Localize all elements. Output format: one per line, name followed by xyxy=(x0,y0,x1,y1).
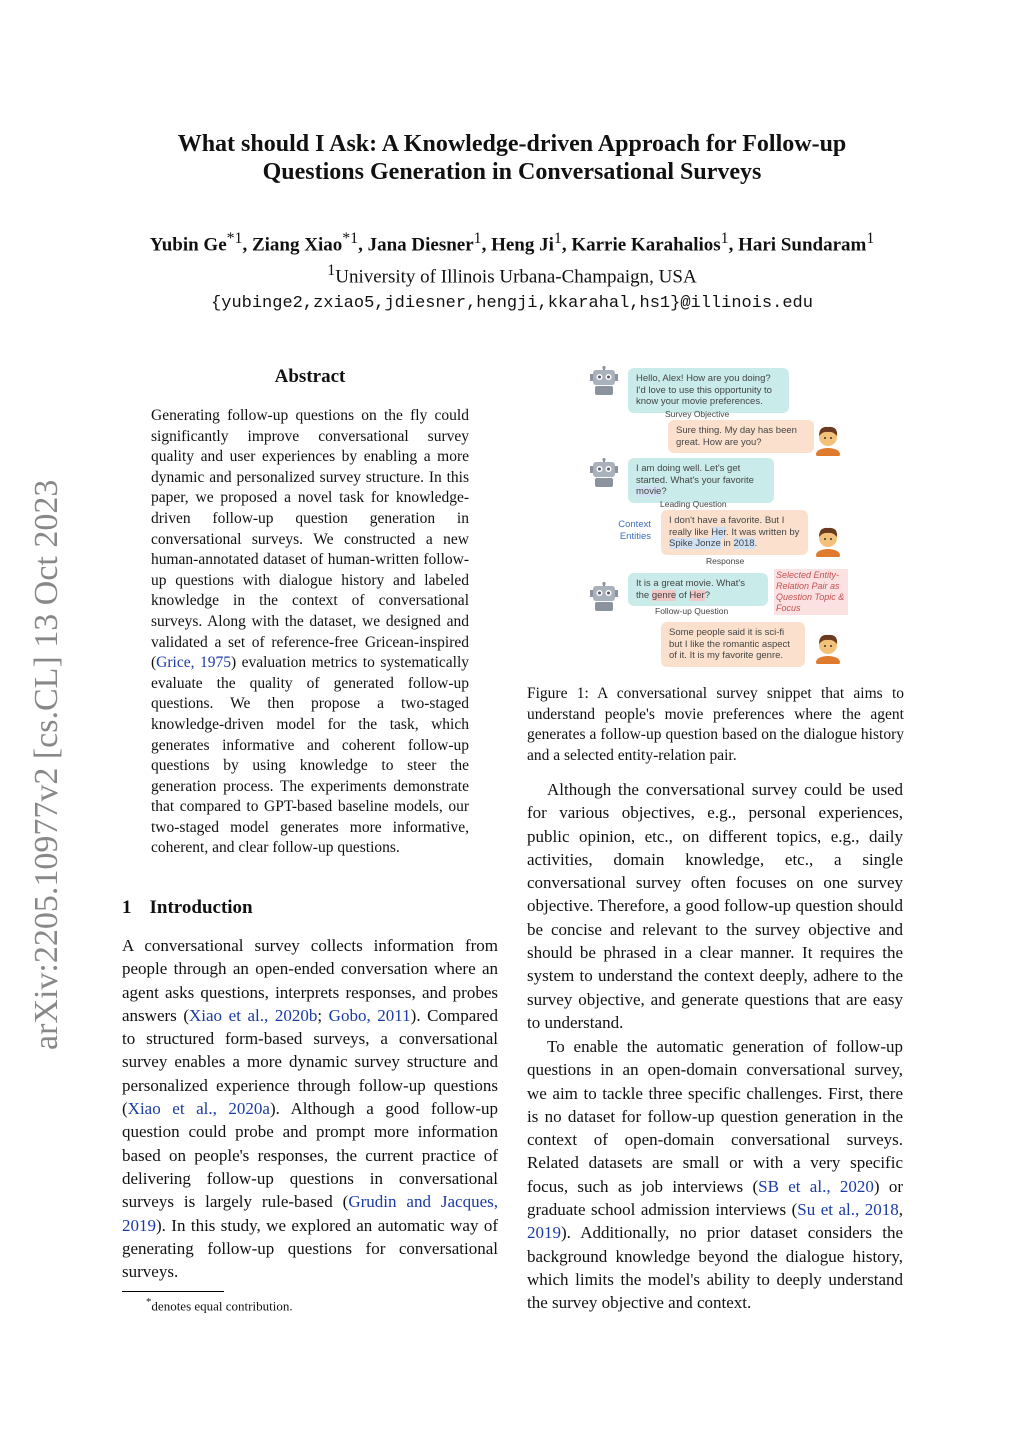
affiliation-text: University of Illinois Urbana-Champaign, USA xyxy=(335,266,697,288)
body-text: A conversational survey collects information from people through an open-ended conversation where an agent asks questions, interprets responses, and probes answers ( xyxy=(122,936,498,1025)
user-message-3: Some people said it is sci-fi but I like the romantic aspect of it. It is my favorite genre. xyxy=(661,622,805,667)
body-text: ). Compared to structured form-based surveys, a conversational survey enables a more dynamic survey structure and personalized experience through follow-up questions ( xyxy=(122,1005,498,1119)
message-text: . xyxy=(754,538,758,549)
author-name: Heng Ji xyxy=(491,234,554,256)
author-sup: 1 xyxy=(553,230,562,247)
author-name: Yubin Ge xyxy=(149,234,227,256)
intro-paragraph xyxy=(122,934,498,1283)
body-text: ; xyxy=(317,1005,329,1025)
body-paragraph xyxy=(527,1035,903,1315)
message-text: . It was written by xyxy=(726,526,800,538)
agent-message-2 xyxy=(628,458,774,503)
paper-title xyxy=(100,130,924,186)
body-text: Although the conversational survey could be used for various objectives, e.g., personal experiences, public opinion, etc., on different topics, e.g., daily activities, domain knowledge, etc., a single conversational survey often focuses on one survey objective. Therefore, a good follow-up question should be concise and relevant to the survey objective and should be phrased in a clear manner. It requires the system to understand the context deeply, adhere to the survey objective, and generate questions that are easy to understand. xyxy=(527,780,903,1032)
context-entities-label: Context Entities xyxy=(618,519,651,542)
body-text: ) or graduate school admission interviews ( xyxy=(527,1176,904,1220)
author-block xyxy=(60,226,964,317)
body-text: ). Although a good follow-up question could probe and prompt more information based on people's responses, the current practice of delivering follow-up questions in conversational surveys is largely rule-based ( xyxy=(122,1099,498,1212)
message-text: I am doing well. Let's get started. What's your favorite xyxy=(636,463,754,486)
relation-highlight: Her xyxy=(689,589,705,601)
label-leading-question: Leading Question xyxy=(660,499,727,509)
agent-message-3 xyxy=(628,573,768,606)
author-list: Yubin Ge$^{*1}$, Ziang Xiao$^{*1}$, Jana Diesner$^1$, Heng Ji$^1$, Karrie Karahalios$^1$, Hari Sundaram$^1$ xyxy=(149,230,875,256)
abstract-text: Generating follow-up questions on the fly could significantly improve conversational survey quality and user experiences by enabling a more dynamic and personalized survey structure. In this paper, we proposed a novel task for knowledge-driven follow-up question generation in conversational surveys. We constructed a new human-annotated dataset of human-written follow-up questions with dialogue history and labeled knowledge in the context of conversational surveys. Along with the dataset, we designed and validated a set of reference-free Gricean-inspired ( xyxy=(151,407,469,672)
message-text: I don't have a favorite. But I really like xyxy=(669,515,785,538)
selected-pair-label: Selected Entity-Relation Pair as Question Topic & Focus xyxy=(774,569,848,615)
citation-link[interactable]: Xiao et al., 2020b xyxy=(189,1005,318,1025)
relation-highlight: genre xyxy=(651,589,677,601)
author-name: Jana Diesner xyxy=(367,234,474,256)
section-title: Introduction xyxy=(149,897,253,918)
robot-icon xyxy=(589,366,619,396)
label-followup-question: Follow-up Question xyxy=(655,606,729,616)
abstract-body xyxy=(151,406,469,859)
arxiv-stamp: arXiv:2205.10977v2 [cs.CL] 13 Oct 2023 xyxy=(28,479,65,1050)
author-sup: *1 xyxy=(342,230,359,247)
affiliation xyxy=(60,258,964,290)
message-text: ? xyxy=(661,486,667,497)
citation-link[interactable]: Xiao et al., 2020a xyxy=(127,1099,270,1119)
citation-link[interactable]: Gobo, 2011 xyxy=(328,1005,411,1025)
title-line-2: Questions Generation in Conversational Surveys xyxy=(262,159,762,185)
author-name: Ziang Xiao xyxy=(251,234,343,256)
entity-highlight: movie xyxy=(636,486,662,497)
citation-link[interactable]: Grice, 1975 xyxy=(156,654,231,672)
message-text: ? xyxy=(704,589,710,601)
robot-icon xyxy=(589,582,619,612)
body-text: ). Additionally, no prior dataset considers the background knowledge beyond the dialogue history, which limits the model's ability to deeply understand the survey objective and context. xyxy=(527,1223,903,1313)
label-response: Response xyxy=(706,556,745,566)
message-text: of xyxy=(676,589,690,601)
abstract-text: ) evaluation metrics to systematically evaluate the quality of generated follow-up questions. We then propose a two-staged knowledge-driven model for the task, which generates informative and coherent follow-up questions by using knowledge to steer the generation process. The experiments demonstrate that compared to GPT-based baseline models, our two-staged model generates more informative, coherent, and clear follow-up questions. xyxy=(151,654,470,857)
body-text: To enable the automatic generation of follow-up questions in an open-domain conversational survey, we aim to tackle three specific challenges. First, there is no dataset for follow-up question generation in the context of open-domain conversational surveys. Related datasets are small or with a very specific focus, such as job interviews ( xyxy=(527,1037,903,1196)
citation-link[interactable]: 2019 xyxy=(527,1223,561,1243)
person-icon xyxy=(813,424,843,456)
citation-link[interactable]: SB et al., 2020 xyxy=(758,1176,874,1196)
right-paragraph-2 xyxy=(527,1035,903,1315)
citation-link[interactable]: Grudin and Jacques, 2019 xyxy=(122,1192,498,1235)
figure-caption: Figure 1: A conversational survey snippet that aims to understand people's movie preferences where the agent generates a follow-up question based on the dialogue history and a selected entity-relation pair. xyxy=(527,685,904,764)
footnote-mark: * xyxy=(146,1296,152,1308)
author-sup: 1 xyxy=(720,230,729,247)
body-text: ). In this study, we explored an automatic way of generating follow-up questions for conversational surveys. xyxy=(122,1215,498,1282)
person-icon xyxy=(813,632,843,664)
section-number: 1 xyxy=(122,897,132,918)
footnote-rule xyxy=(122,1291,224,1292)
section-heading xyxy=(122,897,271,919)
label-survey-objective: Survey Objective xyxy=(665,409,730,419)
agent-message-1: Hello, Alex! How are you doing? I'd love to use this opportunity to know your movie preferences. xyxy=(628,368,789,413)
message-text: in xyxy=(720,538,734,549)
footnote xyxy=(146,1296,293,1314)
author-sup: 1 xyxy=(866,230,875,247)
author-name: Hari Sundaram xyxy=(738,234,867,256)
abstract-heading: Abstract xyxy=(274,366,346,387)
author-sup: *1 xyxy=(226,230,243,247)
author-name: Karrie Karahalios xyxy=(571,234,721,256)
right-paragraph-1 xyxy=(527,778,903,1034)
affiliation-sup: 1 xyxy=(327,262,336,280)
body-text: , xyxy=(898,1200,904,1220)
figure-1 xyxy=(585,360,855,680)
entity-highlight: Her xyxy=(711,526,727,538)
message-text: It is a great movie. What's the xyxy=(636,578,745,601)
footnote-text: denotes equal contribution. xyxy=(151,1298,293,1314)
user-message-1: Sure thing. My day has been great. How are you? xyxy=(668,420,814,453)
robot-icon xyxy=(589,458,619,488)
user-message-2 xyxy=(661,510,808,555)
person-icon xyxy=(813,525,843,557)
author-sup: 1 xyxy=(473,230,482,247)
entity-highlight: 2018 xyxy=(733,538,755,549)
entity-highlight: Spike Jonze xyxy=(669,538,721,549)
title-line-1: What should I Ask: A Knowledge-driven Approach for Follow-up xyxy=(177,131,847,157)
citation-link[interactable]: Su et al., 2018 xyxy=(797,1200,899,1220)
author-emails: {yubinge2,zxiao5,jdiesner,hengji,kkarahal,hs1}@illinois.edu xyxy=(211,293,813,313)
